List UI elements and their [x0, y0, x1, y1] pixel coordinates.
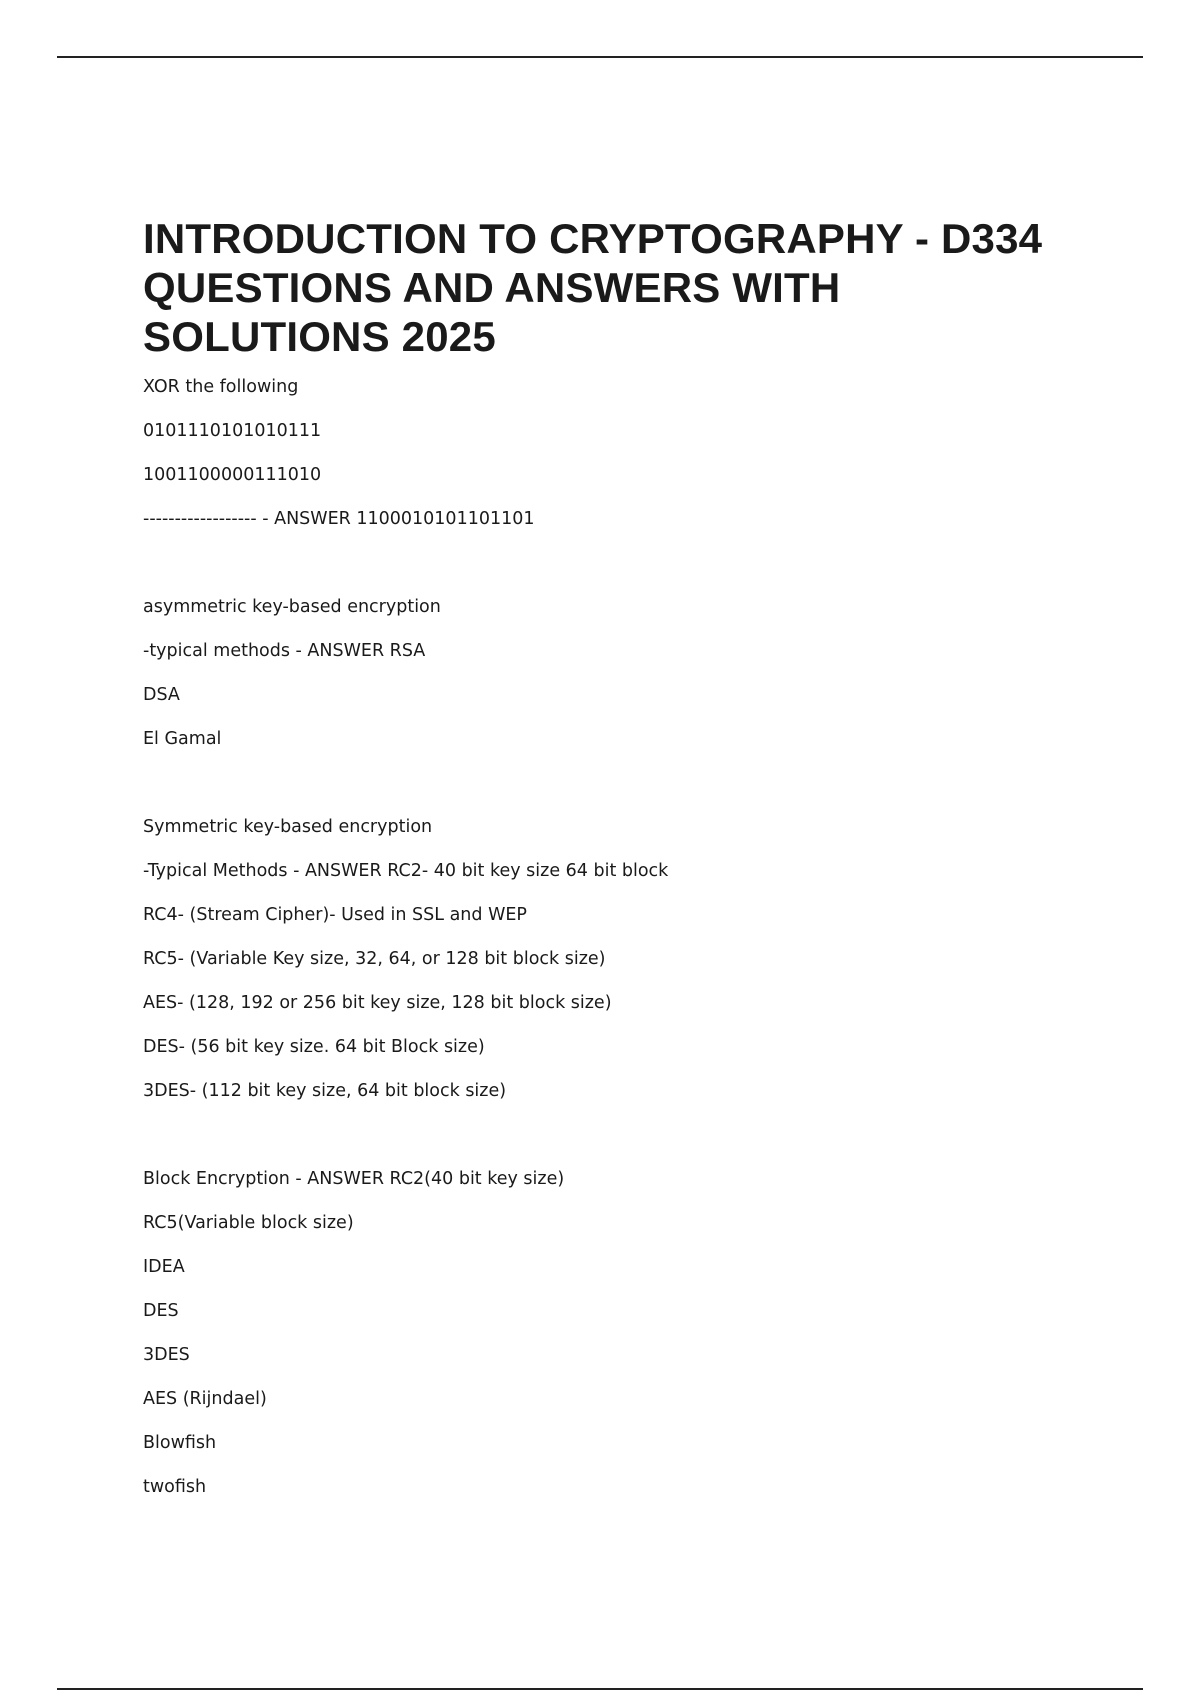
answer-item: AES (Rijndael) — [143, 1389, 267, 1409]
question-text: asymmetric key-based encryption — [143, 597, 441, 617]
answer-text: -typical methods - ANSWER RSA — [143, 641, 426, 661]
question-text: Symmetric key-based encryption — [143, 817, 433, 837]
answer-text: -Typical Methods - ANSWER RC2- 40 bit key size 64 bit block — [143, 861, 669, 881]
answer-item: RC5- (Variable Key size, 32, 64, or 128 bit block size) — [143, 949, 606, 969]
answer-item: El Gamal — [143, 729, 222, 749]
answer-text: ------------------ - ANSWER 1100010101101101 — [143, 509, 535, 529]
qa-block-asymmetric — [143, 585, 1103, 761]
document-body — [143, 214, 1103, 1509]
answer-item: twofish — [143, 1477, 207, 1497]
answer-item: 3DES- (112 bit key size, 64 bit block size) — [143, 1081, 507, 1101]
answer-text: Block Encryption - ANSWER RC2(40 bit key size) — [143, 1169, 565, 1189]
answer-item: DES — [143, 1301, 179, 1321]
binary-operand: 0101110101010111 — [143, 421, 322, 441]
qa-block-symmetric — [143, 805, 1103, 1113]
document-title — [143, 214, 1103, 361]
title-line: QUESTIONS AND ANSWERS WITH — [143, 264, 841, 311]
title-line: SOLUTIONS 2025 — [143, 313, 496, 360]
top-rule — [57, 56, 1143, 58]
answer-item: Blowfish — [143, 1433, 217, 1453]
answer-item: RC5(Variable block size) — [143, 1213, 354, 1233]
block-spacer — [143, 761, 1103, 805]
answer-item: RC4- (Stream Cipher)- Used in SSL and WEP — [143, 905, 527, 925]
question-text: XOR the following — [143, 377, 299, 397]
title-line: INTRODUCTION TO CRYPTOGRAPHY - D334 — [143, 215, 1043, 262]
answer-item: AES- (128, 192 or 256 bit key size, 128 bit block size) — [143, 993, 612, 1013]
qa-block-block-encryption — [143, 1157, 1103, 1509]
answer-item: DES- (56 bit key size. 64 bit Block size) — [143, 1037, 485, 1057]
block-spacer — [143, 541, 1103, 585]
qa-block-xor — [143, 365, 1103, 541]
answer-item: 3DES — [143, 1345, 190, 1365]
answer-item: IDEA — [143, 1257, 185, 1277]
block-spacer — [143, 1113, 1103, 1157]
bottom-rule — [57, 1688, 1143, 1690]
binary-operand: 1001100000111010 — [143, 465, 322, 485]
answer-item: DSA — [143, 685, 180, 705]
